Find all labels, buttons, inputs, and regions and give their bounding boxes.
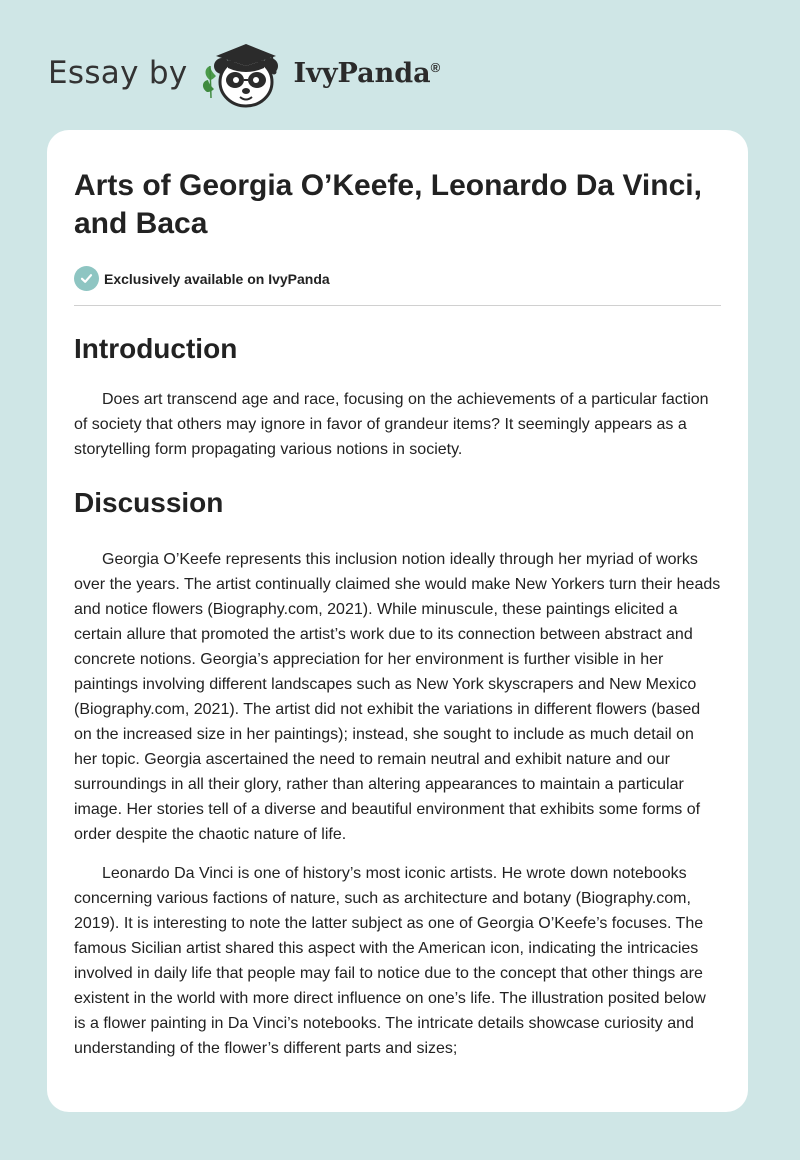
registered-mark: ® [430, 59, 441, 75]
paragraph: Georgia O’Keefe represents this inclusion notion ideally through her myriad of works over the years. The artist continually claimed she would make New Yorkers turn their heads and notice flowers (Biography.com, 2021). While minuscule, these paintings elicited a certain allure that promoted the artist’s work due to its connection between abstract and concrete notions. Georgia’s appreciation for her environment is further visible in her paintings involving different landscapes such as New York skyscrapers and New Mexico (Biography.com, 2021). The artist did not exhibit the variations in different flowers (based on the increased size in her paintings); instead, she sought to include as much detail on her topic. Georgia ascertained the need to remain neutral and exhibit nature and our surroundings in all their glory, rather than altering appearances to maintain a particular image. Her stories tell of a diverse and beautiful environment that exhibits some forms of order despite the chaotic nature of life. [74, 551, 721, 843]
exclusive-badge [74, 266, 721, 291]
title-divider [74, 305, 721, 306]
essay-content [47, 130, 748, 1061]
paragraph: Leonardo Da Vinci is one of history’s most iconic artists. He wrote down notebooks concerning various factions of nature, such as architecture and botany (Biography.com, 2019). It is interesting to note the latter subject as one of Georgia O’Keefe’s focuses. The famous Sicilian artist shared this aspect with the American icon, indicating the intricacies involved in daily life that people may fail to notice due to the concept that other things are existent in the world with more direct influence on one’s life. The illustration posited below is a flower painting in Da Vinci’s notebooks. The intricate details showcase curiosity and understanding of the flower’s different parts and sizes; [74, 865, 706, 1057]
essay-title: Arts of Georgia O’Keefe, Leonardo Da Vinci, and Baca [74, 169, 702, 240]
exclusive-badge-text: Exclusively available on IvyPanda [104, 270, 330, 287]
site-header [48, 36, 440, 110]
essay-by-label: Essay by [48, 55, 188, 91]
section-heading-introduction: Introduction [74, 333, 238, 364]
section-heading-discussion: Discussion [74, 487, 224, 518]
ivypanda-logo-icon[interactable] [198, 36, 290, 110]
brand-name-text: IvyPanda [293, 57, 431, 89]
paragraph: Does art transcend age and race, focusing on the achievements of a particular faction of society that others may ignore in favor of grandeur items? It seemingly appears as a storytelling form propagating various notions in society. [74, 391, 709, 458]
brand-name[interactable] [294, 58, 441, 89]
essay-card [47, 130, 748, 1112]
check-icon [74, 266, 99, 291]
